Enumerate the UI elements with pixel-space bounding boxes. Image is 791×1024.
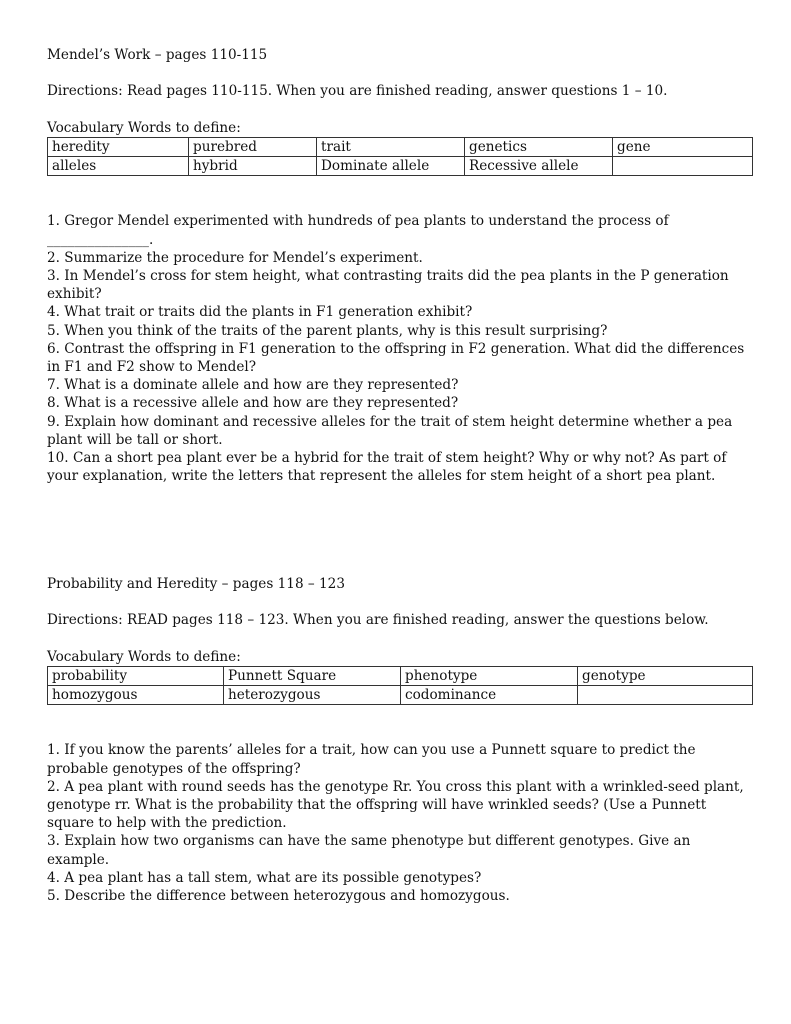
vocab-cell: genotype	[578, 666, 753, 685]
vocab-cell: codominance	[401, 686, 578, 705]
section-heading: Probability and Heredity – pages 118 – 123	[47, 576, 345, 592]
vocab-cell: phenotype	[401, 666, 578, 685]
vocab-cell: Punnett Square	[224, 666, 401, 685]
list-item: 7. What is a dominate allele and how are they represented?	[47, 377, 459, 394]
list-item: 3. In Mendel’s cross for stem height, what contrasting traits did the pea plants in the P generation exhibit?	[47, 268, 729, 303]
vocab-cell: heterozygous	[224, 686, 401, 705]
list-item: 6. Contrast the offspring in F1 generation to the offspring in F2 generation. What did the differences in F1 and F2 show to Mendel?	[47, 340, 745, 376]
vocab-label: Vocabulary Words to define:	[47, 648, 241, 665]
list-item: 1. Gregor Mendel experimented with hundreds of pea plants to understand the process of _______________.	[47, 213, 669, 248]
vocab-cell: Recessive allele	[465, 157, 613, 176]
list-item: 4. A pea plant has a tall stem, what are its possible genotypes?	[47, 869, 482, 886]
list-item: 2. Summarize the procedure for Mendel’s experiment.	[47, 249, 423, 266]
vocab-cell: probability	[48, 666, 224, 685]
table-row	[48, 666, 753, 685]
list-item: 5. Describe the difference between heterozygous and homozygous.	[47, 888, 510, 905]
vocab-cell: trait	[317, 137, 465, 156]
vocab-cell: genetics	[465, 137, 613, 156]
vocab-table	[47, 666, 753, 705]
section-mendels-work	[47, 46, 753, 485]
directions-text: Directions: READ pages 118 – 123. When you are finished reading, answer the questions below.	[47, 612, 709, 629]
question-list	[47, 741, 753, 905]
question-list	[47, 212, 753, 485]
section-probability-heredity	[47, 575, 753, 905]
table-row	[48, 137, 753, 156]
table-row	[48, 157, 753, 176]
vocab-cell: gene	[613, 137, 753, 156]
vocab-label: Vocabulary Words to define:	[47, 119, 241, 136]
list-item: 4. What trait or traits did the plants in F1 generation exhibit?	[47, 304, 473, 321]
list-item: 10. Can a short pea plant ever be a hybrid for the trait of stem height? Why or why not? As part of your explanation, write the letters that represent the alleles for stem height of a short pea plant.	[47, 450, 727, 485]
vocab-cell: purebred	[189, 137, 317, 156]
table-row	[48, 686, 753, 705]
vocab-cell	[613, 157, 753, 176]
vocab-cell: heredity	[48, 137, 189, 156]
list-item: 8. What is a recessive allele and how are they represented?	[47, 395, 459, 412]
vocab-cell: hybrid	[189, 157, 317, 176]
list-item: 3. Explain how two organisms can have the same phenotype but different genotypes. Give an example.	[47, 833, 691, 868]
vocab-cell: alleles	[48, 157, 189, 176]
vocab-cell: homozygous	[48, 686, 224, 705]
vocab-cell: Dominate allele	[317, 157, 465, 176]
list-item: 1. If you know the parents’ alleles for a trait, how can you use a Punnett square to predict the probable genotypes of the offspring?	[47, 742, 696, 777]
directions-text: Directions: Read pages 110-115. When you are finished reading, answer questions 1 – 10.	[47, 83, 668, 100]
section-heading: Mendel’s Work – pages 110-115	[47, 47, 268, 63]
vocab-cell	[578, 686, 753, 705]
list-item: 5. When you think of the traits of the parent plants, why is this result surprising?	[47, 322, 608, 339]
vocab-table	[47, 137, 753, 176]
list-item: 2. A pea plant with round seeds has the genotype Rr. You cross this plant with a wrinkled-seed plant, genotype rr. What is the probability that the offspring will have wrinkled seeds? (Use a Punnett square to help with the prediction.	[47, 778, 744, 832]
list-item: 9. Explain how dominant and recessive alleles for the trait of stem height determine whether a pea plant will be tall or short.	[47, 413, 733, 448]
